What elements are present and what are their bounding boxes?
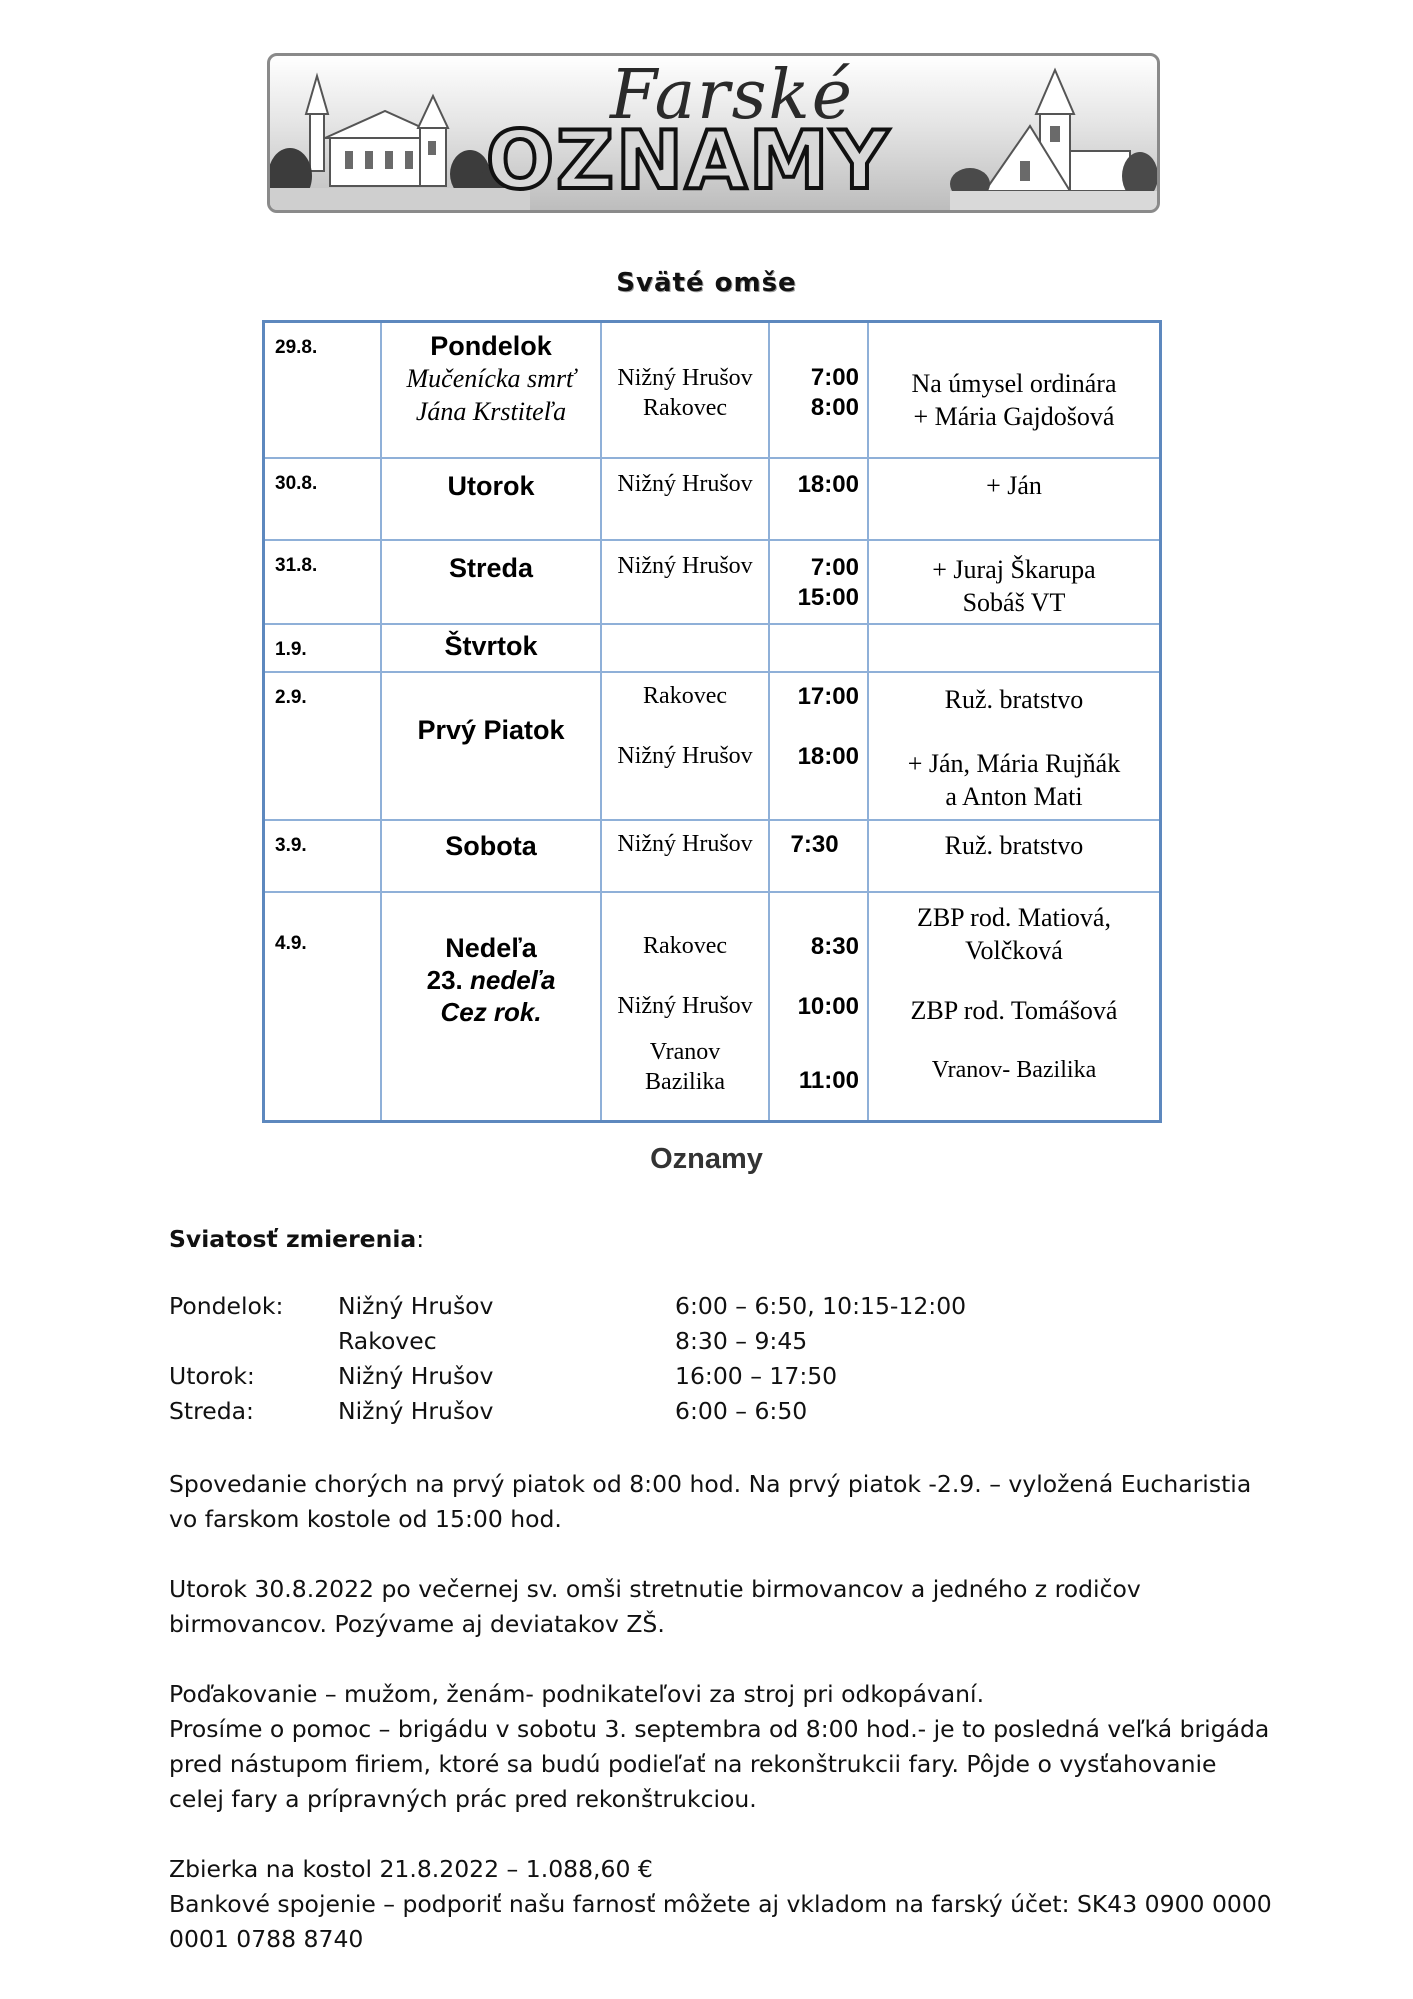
day-name: Štvrtok [444,630,538,661]
place-name: Bazilika [645,1068,726,1095]
place-name: Nižný Hrušov [617,552,753,579]
table-row [264,322,1161,458]
day-name: Utorok [447,470,535,501]
intention: + Ján [986,470,1042,500]
confession-heading: Sviatosť zmierenia: [169,1225,425,1253]
confession-row [169,1292,1269,1327]
feast-name: Jána Krstiteľa [415,397,567,426]
place-name: Vranov [649,1038,721,1065]
sunday-subtitle: Cez rok. [440,996,542,1027]
header-banner [267,53,1160,213]
banner-main-word: OZNAMY [486,114,891,207]
intention: ZBP rod. Tomášová [910,995,1118,1025]
intention: ZBP rod. Matiová, [916,902,1111,932]
table-row [264,820,1161,892]
place-name: Rakovec [643,395,728,421]
intention: Na úmysel ordinára [911,369,1117,398]
confession-time: 16:00 – 17:50 [675,1362,838,1390]
day-name: Nedeľa [445,932,537,963]
table-row [264,458,1161,540]
confession-row [169,1327,1269,1362]
place-name: Nižný Hrušov [617,365,753,391]
mass-time: 10:00 [797,992,859,1020]
mass-time: 7:00 [810,553,859,581]
confession-day: Utorok: [169,1362,255,1390]
date-cell: 1.9. [264,624,382,672]
intention: + Ján, Mária Rujňák [907,748,1121,778]
intention: Ruž. bratstvo [944,830,1084,860]
sunday-subtitle: 23. nedeľa [426,964,556,995]
feast-name: Mučenícka smrť [406,364,576,393]
confession-time: 8:30 – 9:45 [675,1327,808,1355]
confession-day: Pondelok: [169,1292,284,1320]
sunday-subtitle-word: nedeľa [469,964,556,995]
confession-row [169,1397,1269,1432]
day-name: Sobota [445,830,537,861]
mass-time: 8:00 [810,394,859,421]
mass-time: 7:00 [810,364,859,391]
intention: Vranov- Bazilika [931,1056,1097,1083]
place-name: Nižný Hrušov [617,830,753,857]
paragraph-sick-confession: Spovedanie chorých na prvý piatok od 8:00 hod. Na prvý piatok -2.9. – vyložená Eucharistia vo farskom kostole od 15:00 hod. [169,1470,1252,1533]
date-cell: 2.9. [264,672,382,820]
paragraph-collection: Zbierka na kostol 21.8.2022 – 1.088,60 € Bankové spojenie – podporiť našu farnosť môžete aj vkladom na farský účet: SK43 0900 0000 0001 0788 8740 [169,1855,1272,1953]
confession-row [169,1362,1269,1397]
confession-time: 6:00 – 6:50 [675,1397,808,1425]
date-cell: 31.8. [264,540,382,624]
mass-time: 18:00 [797,470,859,498]
intention: Ruž. bratstvo [944,684,1084,714]
paragraph-confirmation: Utorok 30.8.2022 po večernej sv. omši stretnutie birmovancov a jedného z rodičov birmovancov. Pozývame aj deviatakov ZŠ. [169,1575,1141,1638]
date-cell: 4.9. [264,892,382,1122]
mass-time: 18:00 [797,742,859,770]
mass-time: 11:00 [798,1066,859,1094]
date-cell: 29.8. [264,322,382,458]
mass-time: 15:00 [797,583,859,611]
confession-place: Nižný Hrušov [338,1362,494,1390]
intention: Sobáš VT [962,587,1066,617]
announcements-title: Oznamy [650,1143,763,1175]
table-row [264,624,1161,672]
mass-schedule-table [262,320,1162,1123]
place-name: Nižný Hrušov [617,742,753,769]
mass-time: 17:00 [797,682,859,710]
table-row [264,672,1161,820]
intention: Volčková [965,935,1063,965]
mass-time: 8:30 [810,932,859,960]
day-name: Pondelok [430,331,552,361]
table-row [264,892,1161,1122]
paragraph-brigade: Poďakovanie – mužom, ženám- podnikateľovi za stroj pri odkopávaní. Prosíme o pomoc – brigádu v sobotu 3. septembra od 8:00 hod.- je to posledná veľká brigáda pred nástupom firiem, ktoré sa budú podieľať na rekonštrukcii fary. Pôjde o vysťahovanie celej fary a prípravných prác pred rekonštrukciou. [169,1680,1270,1813]
confession-day: Streda: [169,1397,254,1425]
mass-time: 7:30 [790,830,839,858]
intention: + Mária Gajdošová [913,402,1115,431]
day-name: Prvý Piatok [417,714,565,745]
intention: + Juraj Škarupa [932,554,1096,584]
table-row [264,540,1161,624]
confession-place: Nižný Hrušov [338,1292,494,1320]
place-name: Nižný Hrušov [617,992,753,1019]
intention: a Anton Mati [945,781,1083,811]
place-name: Rakovec [643,932,728,959]
date-cell: 3.9. [264,820,382,892]
place-name: Nižný Hrušov [617,470,753,497]
place-name: Rakovec [643,682,728,709]
date-cell: 30.8. [264,458,382,540]
day-name: Streda [449,552,534,583]
mass-schedule-title: Sväté omše [616,268,797,298]
confession-time: 6:00 – 6:50, 10:15-12:00 [675,1292,967,1320]
confession-place: Nižný Hrušov [338,1397,494,1425]
banner-script-word: Farské [610,56,854,135]
confession-place: Rakovec [338,1327,437,1355]
